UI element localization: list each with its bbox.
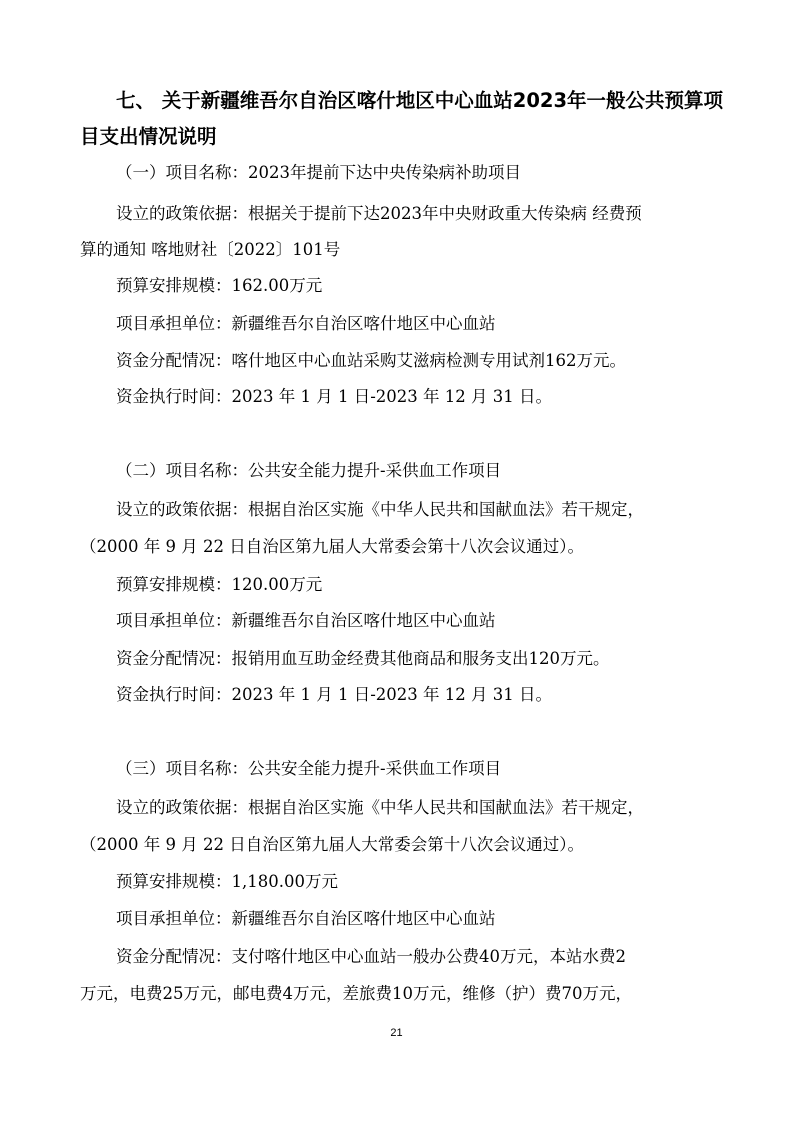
project-3-allocation-line-2: 万元，电费25万元，邮电费4万元，差旅费10万元，维修（护）费70万元， [80,984,632,1003]
section-heading-line-2: 目支出情况说明 [80,125,217,148]
project-3-budget: 预算安排规模：1,180.00万元 [116,872,338,891]
project-1-allocation: 资金分配情况：喀什地区中心血站采购艾滋病检测专用试剂162万元。 [116,351,626,370]
project-1-period: 资金执行时间：2023 年 1 月 1 日-2023 年 12 月 31 日。 [116,387,552,406]
project-2-policy-line-2: （2000 年 9 月 22 日自治区第九届人大常委会第十八次会议通过）。 [80,537,584,556]
project-2-title: （二）项目名称：公共安全能力提升-采供血工作项目 [116,461,502,480]
project-1-budget: 预算安排规模：162.00万元 [116,276,323,295]
project-2-policy-line-1: 设立的政策依据：根据自治区实施《中华人民共和国献血法》若干规定， [116,500,644,519]
page-number: 21 [390,1027,403,1039]
project-3-allocation-line-1: 资金分配情况：支付喀什地区中心血站一般办公费40万元，本站水费2 [116,947,626,966]
project-3-policy-line-1: 设立的政策依据：根据自治区实施《中华人民共和国献血法》若干规定， [116,798,644,817]
project-3-policy-line-2: （2000 年 9 月 22 日自治区第九届人大常委会第十八次会议通过）。 [80,835,584,854]
project-2-unit: 项目承担单位：新疆维吾尔自治区喀什地区中心血站 [116,611,496,630]
project-1-unit: 项目承担单位：新疆维吾尔自治区喀什地区中心血站 [116,314,496,333]
project-3-title: （三）项目名称：公共安全能力提升-采供血工作项目 [116,759,502,778]
project-2-period: 资金执行时间：2023 年 1 月 1 日-2023 年 12 月 31 日。 [116,685,552,704]
project-1-title: （一）项目名称：2023年提前下达中央传染病补助项目 [116,163,521,182]
section-heading-line-1: 七、 关于新疆维吾尔自治区喀什地区中心血站2023年一般公共预算项 [116,89,724,112]
project-1-policy-line-2: 算的通知 喀地财社〔2022〕101号 [80,240,341,259]
project-3-unit: 项目承担单位：新疆维吾尔自治区喀什地区中心血站 [116,909,496,928]
project-2-budget: 预算安排规模：120.00万元 [116,575,323,594]
project-1-policy-line-1: 设立的政策依据：根据关于提前下达2023年中央财政重大传染病 经费预 [116,204,642,223]
project-2-allocation: 资金分配情况：报销用血互助金经费其他商品和服务支出120万元。 [116,649,610,668]
